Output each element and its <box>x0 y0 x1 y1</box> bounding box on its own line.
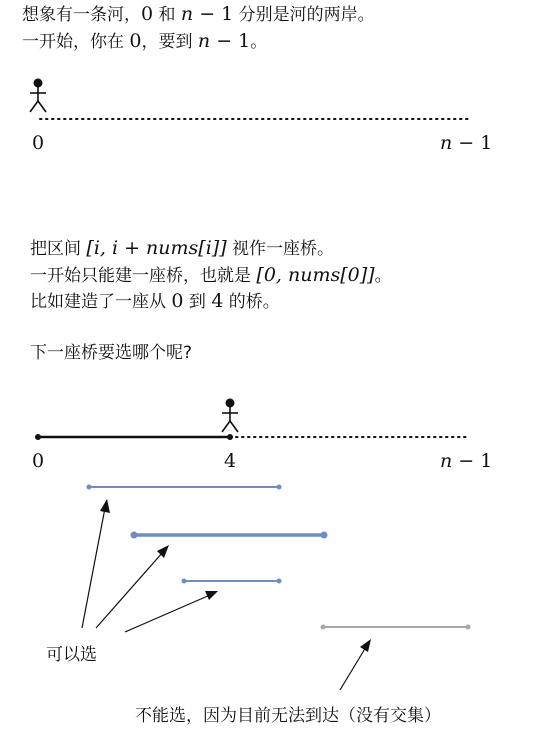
bridge-1b: [i, i + nums[i]] <box>86 237 227 259</box>
bridge-line-1 <box>30 237 334 259</box>
intro-1f: 分别是河的两岸。 <box>233 5 375 25</box>
river-2-right-rest: − 1 <box>452 450 493 472</box>
candidate-bridge-3 <box>182 579 282 584</box>
bridge-1c: 视作一座桥。 <box>226 239 335 259</box>
bridge-1a: 把区间 <box>30 239 87 259</box>
river-1-right-rest: − 1 <box>452 132 493 154</box>
intro-2f: 。 <box>250 32 268 52</box>
person-icon <box>30 79 46 113</box>
candidate-bridge-1 <box>87 485 282 490</box>
intro-1d: n <box>180 3 194 25</box>
bridge-end-dot <box>227 434 233 440</box>
bridge-2b: [0, nums[0]] <box>256 264 375 286</box>
bridge-2a: 一开始只能建一座桥，也就是 <box>30 266 257 286</box>
river-2-left-label: 0 <box>32 450 45 472</box>
intro-2b: 0 <box>129 30 142 52</box>
cannot-choose-label: 不能选，因为目前无法到达（没有交集） <box>135 706 441 726</box>
intro-2a: 一开始，你在 <box>22 32 130 52</box>
intro-1a: 想象有一条河， <box>22 5 141 25</box>
river-1-right-n: n <box>440 132 453 154</box>
intro-2d: n <box>197 30 211 52</box>
intro-2e: − 1 <box>210 30 251 52</box>
intro-1b: 0 <box>141 3 154 25</box>
arrow-to-bridge-2 <box>96 552 163 628</box>
bridge-3d: 4 <box>211 290 224 312</box>
intro-line-2 <box>22 30 267 52</box>
intro-1e: − 1 <box>193 3 234 25</box>
bridge-line-3 <box>30 290 280 312</box>
bridge-start-dot <box>35 434 41 440</box>
bridge-2c: 。 <box>374 266 392 286</box>
arrow-to-unreachable <box>340 647 366 690</box>
bridge-3b: 0 <box>171 290 184 312</box>
candidate-bridge-2 <box>131 532 328 539</box>
intro-1c: 和 <box>153 5 181 25</box>
arrows <box>82 499 371 690</box>
person-icon <box>222 399 238 433</box>
arrow-to-bridge-3 <box>125 595 210 632</box>
intro-line-1 <box>22 3 375 25</box>
river-1-right-label <box>440 132 492 154</box>
bridge-3c: 到 <box>183 292 212 312</box>
river-2-right-n: n <box>440 450 453 472</box>
unreachable-bridge <box>321 625 471 630</box>
can-choose-label: 可以选 <box>46 645 97 665</box>
river-2-mid-label: 4 <box>224 450 237 472</box>
bridge-3e: 的桥。 <box>223 292 280 312</box>
bridge-line-2 <box>30 264 392 286</box>
river-1-left-label: 0 <box>32 132 45 154</box>
bridge-3a: 比如建造了一座从 <box>30 292 172 312</box>
river-2-right-label <box>440 450 492 472</box>
intro-2c: ，要到 <box>141 32 198 52</box>
arrow-to-bridge-1 <box>82 508 105 628</box>
question-text: 下一座桥要选哪个呢? <box>30 343 193 363</box>
